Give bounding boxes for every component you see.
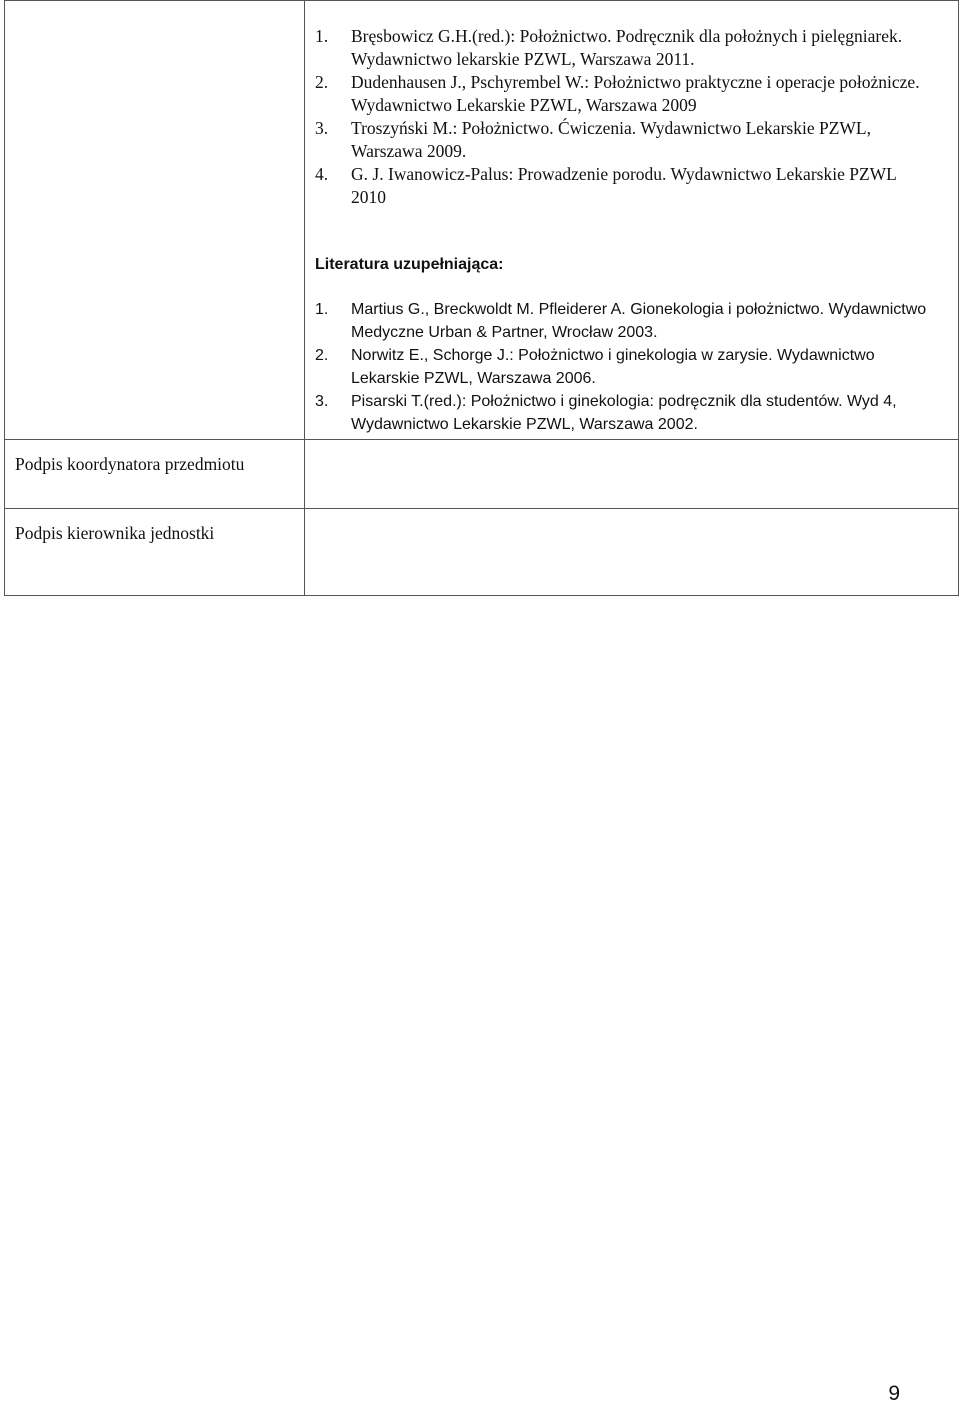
- literature-row: [5, 1, 959, 440]
- coordinator-signature-label-cell: [5, 440, 305, 509]
- coordinator-signature-field: [305, 440, 959, 509]
- course-literature-table: [4, 0, 959, 596]
- main-literature-list: [315, 25, 928, 209]
- supplementary-heading: Literatura uzupełniająca:: [315, 256, 504, 273]
- coordinator-signature-row: [5, 440, 959, 509]
- list-item-number: 2.: [315, 72, 329, 92]
- head-signature-row: [5, 509, 959, 596]
- list-item-text: G. J. Iwanowicz-Palus: Prowadzenie porodu. Wydawnictwo Lekarskie PZWL 2010: [351, 164, 897, 207]
- list-item-text: Pisarski T.(red.): Położnictwo i ginekologia: podręcznik dla studentów. Wyd 4, Wydawnictwo Lekarskie PZWL, Warszawa 2002.: [351, 393, 897, 433]
- head-signature-label-cell: [5, 509, 305, 596]
- literature-content-cell: [305, 1, 959, 440]
- literature-label-cell: [5, 1, 305, 440]
- list-item-number: 1.: [315, 301, 329, 318]
- list-item: [315, 25, 928, 71]
- list-item-text: Dudenhausen J., Pschyrembel W.: Położnictwo praktyczne i operacje położnicze. Wydawnictwo Lekarskie PZWL, Warszawa 2009: [351, 72, 920, 115]
- list-item: [315, 344, 928, 390]
- list-item-text: Norwitz E., Schorge J.: Położnictwo i ginekologia w zarysie. Wydawnictwo Lekarskie PZWL, Warszawa 2006.: [351, 347, 875, 387]
- list-item-number: 2.: [315, 347, 329, 364]
- list-item-number: 1.: [315, 26, 329, 46]
- list-item-text: Martius G., Breckwoldt M. Pfleiderer A. Gionekologia i położnictwo. Wydawnictwo Medyczne Urban & Partner, Wrocław 2003.: [351, 301, 927, 341]
- head-signature-field: [305, 509, 959, 596]
- list-item: [315, 163, 928, 209]
- coordinator-signature-label: Podpis koordynatora przedmiotu: [15, 454, 245, 474]
- page-number: 9: [888, 1382, 900, 1405]
- head-signature-label: Podpis kierownika jednostki: [15, 523, 215, 543]
- supplementary-literature-list: [315, 298, 928, 436]
- list-item-number: 3.: [315, 118, 329, 138]
- list-item: [315, 117, 928, 163]
- list-item-text: Bręsbowicz G.H.(red.): Położnictwo. Podręcznik dla położnych i pielęgniarek. Wydawnictwo lekarskie PZWL, Warszawa 2011.: [351, 26, 903, 69]
- list-item-text: Troszyński M.: Położnictwo. Ćwiczenia. Wydawnictwo Lekarskie PZWL, Warszawa 2009.: [351, 118, 871, 161]
- list-item: [315, 390, 928, 436]
- list-item-number: 3.: [315, 393, 329, 410]
- list-item: [315, 298, 928, 344]
- list-item: [315, 71, 928, 117]
- list-item-number: 4.: [315, 164, 329, 184]
